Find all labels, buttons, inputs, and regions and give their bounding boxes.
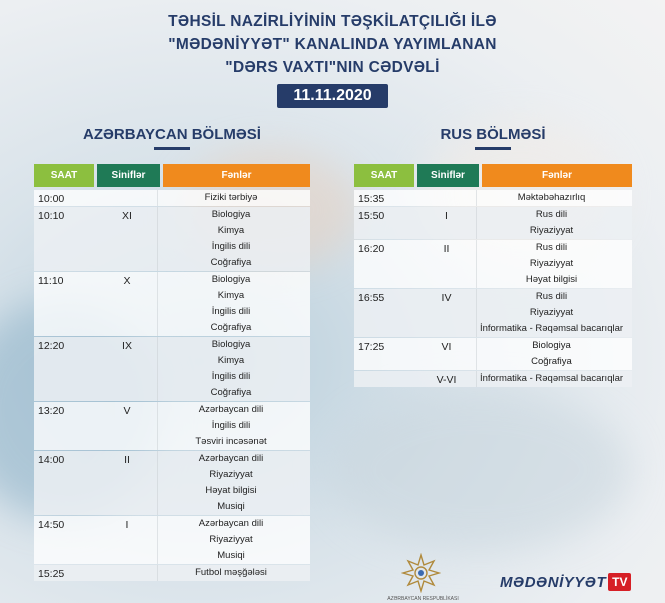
subjects-cell bbox=[157, 190, 304, 206]
table-row bbox=[34, 207, 310, 271]
grade-cell: IV bbox=[441, 292, 452, 304]
subject-item: İngilis dili bbox=[211, 371, 251, 382]
subject-item: Riyaziyyat bbox=[529, 258, 574, 269]
subject-item: Musiqi bbox=[217, 550, 245, 561]
time-cell: 11:10 bbox=[38, 275, 64, 287]
subjects-cell bbox=[157, 337, 304, 401]
subject-item: Kimya bbox=[217, 355, 245, 366]
subjects-cell bbox=[157, 207, 304, 271]
time-cell: 10:10 bbox=[38, 210, 65, 222]
time-cell bbox=[354, 371, 414, 387]
subject-item: Futbol məşğələsi bbox=[195, 567, 267, 578]
table-row bbox=[34, 451, 310, 515]
subject-item: Azərbaycan dili bbox=[198, 404, 264, 415]
ru-schedule-table bbox=[354, 164, 632, 388]
title-line: TƏHSİL NAZİRLİYİNİN TƏŞKİLATÇILIĞI İLƏ bbox=[168, 13, 497, 30]
table-row bbox=[354, 371, 632, 387]
subject-item: Biologiya bbox=[211, 274, 251, 285]
time-cell: 15:50 bbox=[358, 210, 385, 222]
subject-item: Coğrafiya bbox=[531, 356, 572, 367]
table-row bbox=[354, 240, 632, 288]
subject-item: Riyaziyyat bbox=[529, 307, 574, 318]
table-body bbox=[354, 190, 632, 387]
grade-cell: II bbox=[443, 243, 450, 255]
subjects-cell bbox=[476, 207, 626, 239]
subject-item: Coğrafiya bbox=[210, 257, 252, 268]
emblem-caption: AZƏRBAYCAN RESPUBLİKASI bbox=[387, 596, 459, 602]
subject-item: Rus dili bbox=[535, 242, 568, 253]
subject-item: Azərbaycan dili bbox=[198, 453, 264, 464]
az-section-title: AZƏRBAYCAN BÖLMƏSİ bbox=[34, 126, 310, 150]
subject-item: Coğrafiya bbox=[210, 387, 252, 398]
subject-item: Rus dili bbox=[535, 291, 568, 302]
subject-item: İngilis dili bbox=[211, 420, 251, 431]
subjects-cell bbox=[476, 371, 626, 387]
subject-item: İngilis dili bbox=[211, 306, 251, 317]
table-row bbox=[354, 338, 632, 370]
subject-item: Kimya bbox=[217, 225, 245, 236]
subjects-cell bbox=[157, 272, 304, 336]
grade-cell: X bbox=[123, 275, 131, 287]
logo-text: MƏDƏNİYYƏT bbox=[500, 573, 607, 591]
subject-item: Biologiya bbox=[211, 339, 251, 350]
subject-item: Riyaziyyat bbox=[209, 534, 253, 545]
subject-item: Coğrafiya bbox=[210, 322, 252, 333]
time-cell: 15:35 bbox=[358, 193, 385, 205]
table-row bbox=[34, 565, 310, 581]
logo-badge: TV bbox=[608, 573, 631, 591]
table-header bbox=[354, 164, 632, 187]
grade-cell: IX bbox=[122, 340, 132, 352]
table-row bbox=[34, 272, 310, 336]
subject-item: İnformatika - Rəqəmsal bacarıqlar bbox=[479, 373, 624, 384]
subject-item: Biologiya bbox=[211, 209, 251, 220]
subject-item: Riyaziyyat bbox=[209, 469, 253, 480]
subject-item: Məktəbəhazırlıq bbox=[517, 192, 586, 203]
table-row bbox=[34, 516, 310, 564]
subjects-cell bbox=[157, 451, 304, 515]
subject-item: Biologiya bbox=[532, 340, 571, 351]
title-line: "MƏDƏNİYYƏT" KANALINDA YAYIMLANAN bbox=[168, 36, 497, 53]
grade-cell: VI bbox=[441, 341, 452, 353]
subjects-cell bbox=[476, 338, 626, 370]
time-cell: 15:25 bbox=[38, 568, 65, 580]
subject-item: Kimya bbox=[217, 290, 245, 301]
background-blur bbox=[330, 390, 630, 550]
title-line: "DƏRS VAXTI"NIN CƏDVƏLİ bbox=[225, 59, 440, 76]
time-cell: 10:00 bbox=[38, 193, 65, 205]
subject-item: Rus dili bbox=[535, 209, 568, 220]
grade-cell: V bbox=[123, 405, 131, 417]
subjects-cell bbox=[157, 516, 304, 564]
grade-cell bbox=[94, 565, 157, 581]
time-cell: 16:55 bbox=[358, 292, 385, 304]
column-header-saat: SAAT bbox=[354, 164, 414, 187]
time-cell: 13:20 bbox=[38, 405, 65, 417]
subject-item: Həyat bilgisi bbox=[525, 274, 578, 285]
column-header-saat: SAAT bbox=[34, 164, 94, 187]
state-emblem-icon bbox=[401, 553, 441, 593]
time-cell: 14:00 bbox=[38, 454, 65, 466]
grade-cell: II bbox=[124, 454, 130, 466]
subject-item: Fiziki tərbiyə bbox=[204, 192, 258, 203]
subjects-cell bbox=[157, 565, 304, 581]
subjects-cell bbox=[476, 289, 626, 337]
subject-item: Həyat bilgisi bbox=[205, 485, 257, 496]
grade-cell: I bbox=[125, 519, 129, 531]
table-row bbox=[34, 402, 310, 450]
column-header-sinifler: Siniflər bbox=[97, 164, 160, 187]
time-cell: 16:20 bbox=[358, 243, 385, 255]
ru-section-title: RUS BÖLMƏSİ bbox=[354, 126, 632, 150]
subjects-cell bbox=[476, 190, 626, 206]
subject-item: Riyaziyyat bbox=[529, 225, 574, 236]
column-header-fenler: Fənlər bbox=[163, 164, 310, 187]
subject-item: Azərbaycan dili bbox=[198, 518, 264, 529]
subject-item: Musiqi bbox=[217, 501, 245, 512]
table-row bbox=[354, 207, 632, 239]
table-row bbox=[34, 337, 310, 401]
table-body bbox=[34, 190, 310, 581]
time-cell: 14:50 bbox=[38, 519, 65, 531]
subjects-cell bbox=[157, 402, 304, 450]
time-cell: 12:20 bbox=[38, 340, 65, 352]
page-title bbox=[0, 10, 665, 79]
subject-item: İnformatika - Rəqəmsal bacarıqlar bbox=[479, 323, 624, 334]
table-row bbox=[354, 289, 632, 337]
date-badge: 11.11.2020 bbox=[277, 84, 388, 108]
grade-cell bbox=[414, 190, 476, 206]
column-header-sinifler: Siniflər bbox=[417, 164, 479, 187]
subjects-cell bbox=[476, 240, 626, 288]
grade-cell: XI bbox=[122, 210, 132, 222]
table-header bbox=[34, 164, 310, 187]
subject-item: İngilis dili bbox=[211, 241, 251, 252]
time-cell: 17:25 bbox=[358, 341, 385, 353]
table-row bbox=[34, 190, 310, 206]
column-header-fenler: Fənlər bbox=[482, 164, 632, 187]
table-row bbox=[354, 190, 632, 206]
az-schedule-table bbox=[34, 164, 310, 582]
subject-item: Təsviri incəsənət bbox=[195, 436, 267, 447]
grade-cell bbox=[94, 190, 157, 206]
grade-cell: V-VI bbox=[436, 374, 457, 386]
channel-logo bbox=[500, 573, 631, 591]
grade-cell: I bbox=[445, 210, 448, 222]
